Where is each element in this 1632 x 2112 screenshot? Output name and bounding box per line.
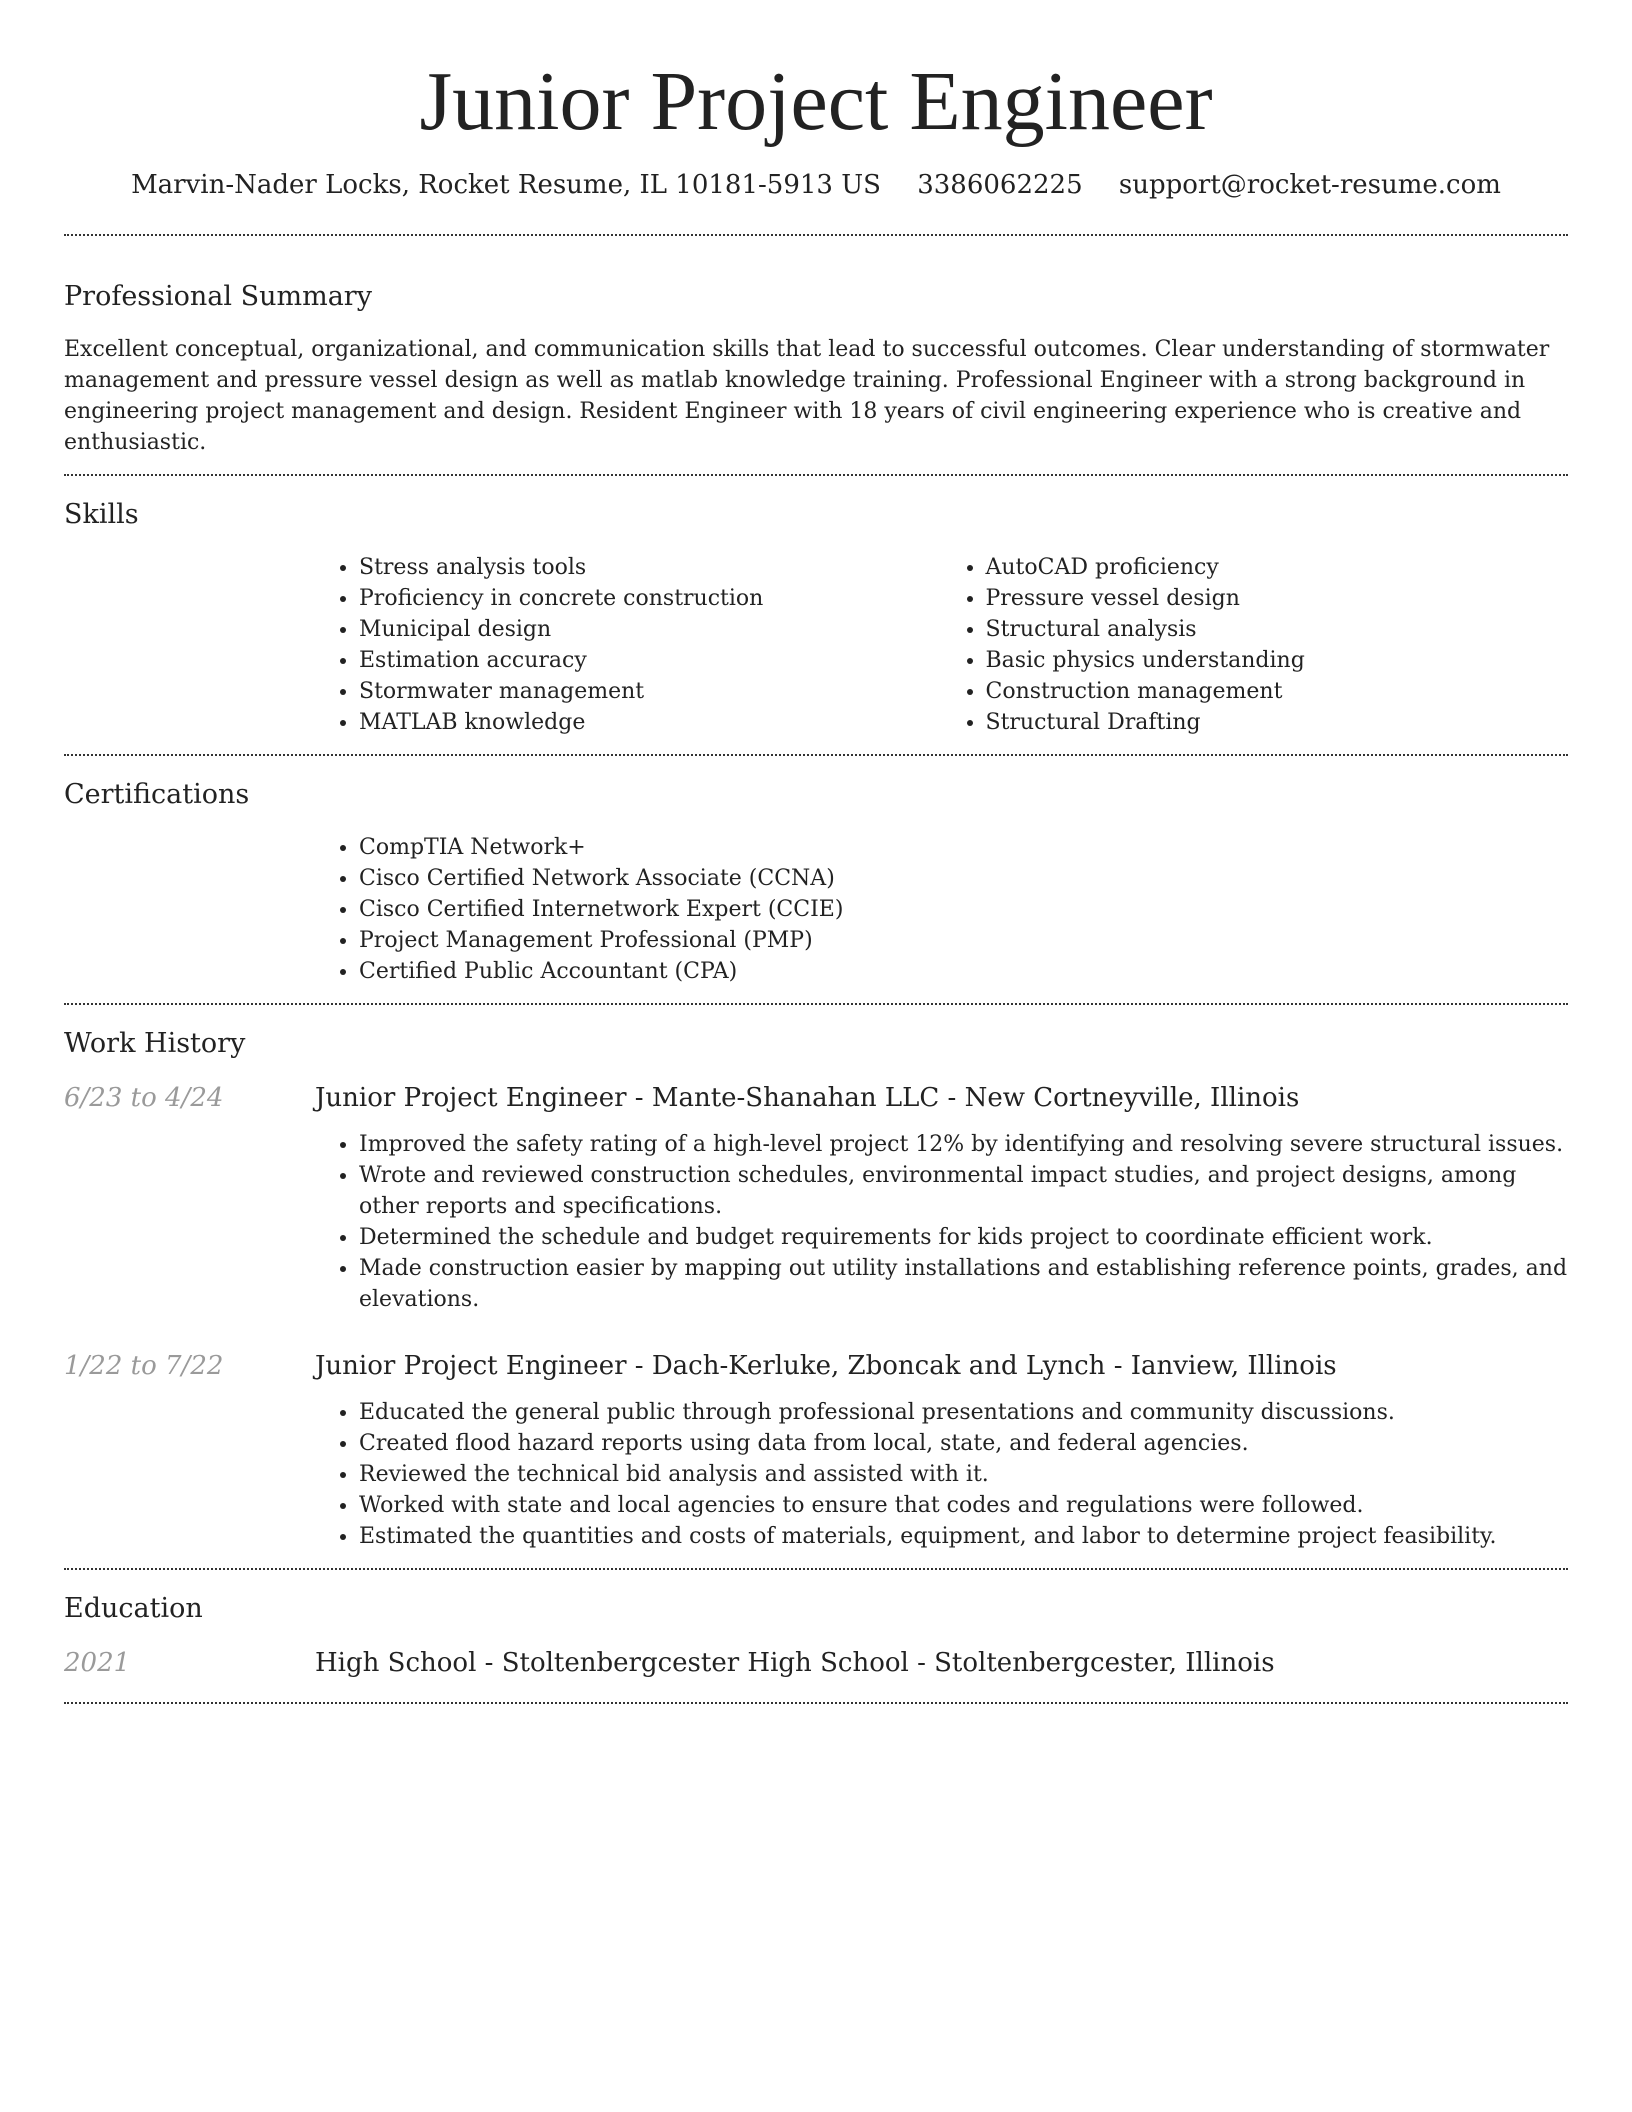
skill-item: • Structural analysis [986,614,1569,645]
skill-item: • Municipal design [359,614,942,645]
skill-item: • Estimation accuracy [359,645,942,676]
job-bullet: • Worked with state and local agencies to ensure that codes and regulations were followed. [359,1490,1568,1521]
contact-phone: 3386062225 [917,170,1083,200]
job-bullet: • Educated the general public through professional presentations and community discussions. [359,1397,1568,1428]
skill-item: • AutoCAD proficiency [986,552,1569,583]
education-body [315,1646,1568,1680]
skill-item: • Structural Drafting [986,707,1569,738]
job-bullets [315,1129,1568,1315]
education-dates: 2021 [64,1648,131,1678]
skill-item: • MATLAB knowledge [359,707,942,738]
job-bullets [315,1397,1568,1552]
certification-item: • Cisco Certified Network Associate (CCNA) [359,863,1568,894]
job-bullet: • Estimated the quantities and costs of materials, equipment, and labor to determine project feasibility. [359,1521,1568,1552]
education-title: High School - Stoltenbergcester High School - Stoltenbergcester, Illinois [315,1648,1275,1678]
education-entry [64,1646,1568,1680]
job-title: Junior Project Engineer - Mante-Shanahan LLC - New Cortneyville, Illinois [315,1083,1300,1113]
skills-section [64,476,1568,754]
contact-email: support@rocket-resume.com [1118,170,1501,200]
job-dates: 1/22 to 7/22 [64,1351,224,1381]
work-history-section [64,1005,1568,1568]
certification-item: • CompTIA Network+ [359,832,1568,863]
section-heading-summary: Professional Summary [64,281,372,312]
job-bullet: • Created flood hazard reports using data from local, state, and federal agencies. [359,1428,1568,1459]
skills-left-list [315,552,942,738]
summary-section [64,236,1568,474]
skill-item: • Stress analysis tools [359,552,942,583]
job-bullet: • Improved the safety rating of a high-level project 12% by identifying and resolving severe structural issues. [359,1129,1568,1160]
job-entry [64,1081,1568,1315]
skills-columns [315,552,1568,738]
job-body [315,1081,1568,1315]
job-bullet: • Determined the schedule and budget requirements for kids project to coordinate efficient work. [359,1222,1568,1253]
section-heading-education: Education [64,1593,203,1624]
skill-item: • Basic physics understanding [986,645,1569,676]
skills-right-list [942,552,1569,738]
job-body [315,1349,1568,1552]
resume-title: Junior Project Engineer [419,55,1213,148]
job-dates: 6/23 to 4/24 [64,1083,224,1113]
job-title: Junior Project Engineer - Dach-Kerluke, Zboncak and Lynch - Ianview, Illinois [315,1351,1337,1381]
certification-item: • Certified Public Accountant (CPA) [359,956,1568,987]
skill-item: • Proficiency in concrete construction [359,583,942,614]
certifications-list [315,832,1568,987]
section-heading-skills: Skills [64,499,139,530]
job-entry [64,1349,1568,1552]
job-bullet: • Reviewed the technical bid analysis and assisted with it. [359,1459,1568,1490]
certifications-section [64,756,1568,1003]
skill-item: • Stormwater management [359,676,942,707]
certification-item: • Project Management Professional (PMP) [359,925,1568,956]
education-section [64,1570,1568,1702]
section-heading-work: Work History [64,1028,246,1059]
skill-item: • Pressure vessel design [986,583,1569,614]
summary-text: Excellent conceptual, organizational, and communication skills that lead to successful outcomes. Clear understanding of stormwater management and pressure vessel design as well as matlab knowledge training. Professional Engineer with a strong background in engineering project management and design. Resident Engineer with 18 years of civil engineering experience who is creative and enthusiastic. [64,337,1550,455]
contact-line [64,170,1568,200]
section-heading-certifications: Certifications [64,779,250,810]
contact-address: Marvin-Nader Locks, Rocket Resume, IL 10181-5913 US [131,170,881,200]
divider [64,1702,1568,1704]
certification-item: • Cisco Certified Internetwork Expert (CCIE) [359,894,1568,925]
job-bullet: • Made construction easier by mapping out utility installations and establishing reference points, grades, and elevations. [359,1253,1568,1315]
job-bullet: • Wrote and reviewed construction schedules, environmental impact studies, and project designs, among other reports and specifications. [359,1160,1568,1222]
skill-item: • Construction management [986,676,1569,707]
